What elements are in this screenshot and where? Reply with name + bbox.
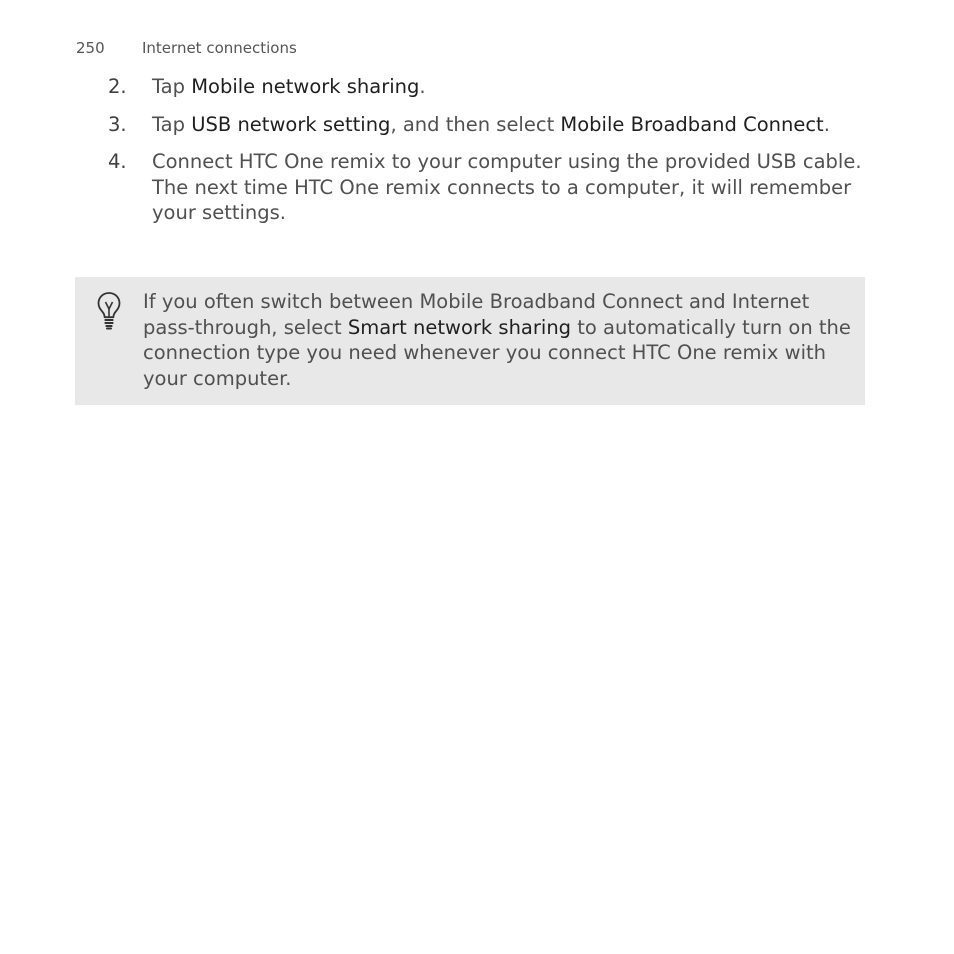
step-text-part: . [419, 75, 426, 98]
tip-text [143, 289, 855, 391]
step-text-part: Tap [152, 75, 192, 98]
list-item [108, 112, 868, 138]
step-text-part: Tap [152, 112, 192, 136]
step-text-part: , and then select [390, 112, 561, 136]
page-header [76, 39, 297, 57]
step-number: 3. [108, 112, 127, 136]
list-item [108, 74, 868, 100]
step-number: 4. [108, 150, 127, 173]
section-title: Internet connections [142, 39, 297, 57]
tip-text-part: to automatically turn on the connection type you need whenever you connect HTC One remix with your computer. [143, 315, 851, 390]
lightbulb-icon [96, 291, 122, 331]
menu-option-smart-network-sharing: Smart network sharing [347, 315, 572, 339]
menu-option-mobile-network-sharing: Mobile network sharing [191, 75, 420, 98]
step-number: 2. [108, 75, 127, 98]
menu-option-mobile-broadband-connect: Mobile Broadband Connect [560, 112, 824, 136]
list-item [108, 149, 868, 226]
step-text-part: . [823, 112, 830, 136]
steps-list [108, 74, 868, 238]
tip-box [75, 277, 865, 405]
step-text: Connect HTC One remix to your computer using the provided USB cable. The next time HTC One remix connects to a computer, it will remember your settings. [152, 150, 862, 224]
page-number: 250 [76, 39, 105, 57]
menu-option-usb-network-setting: USB network setting [191, 112, 391, 136]
step-text [152, 74, 868, 100]
tip-text-part: If you often switch between Mobile Broadband Connect and Internet pass-through, select [143, 290, 810, 339]
step-text [152, 112, 868, 138]
